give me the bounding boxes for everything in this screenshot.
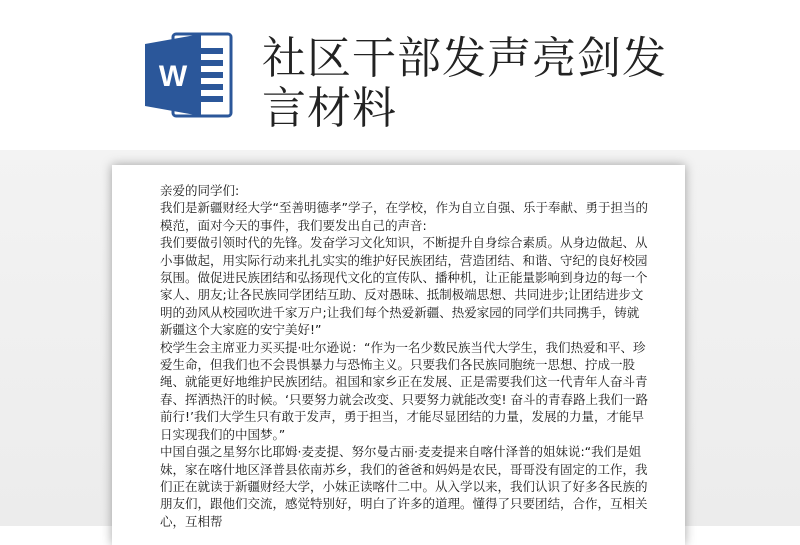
document-title: 社区干部发声亮剑发言材料: [262, 33, 667, 134]
word-document-icon: [143, 30, 235, 120]
header: [0, 0, 800, 150]
paragraph: 我们是新疆财经大学“至善明德孝”学子，在学校，作为自立自强、乐于奉献、勇于担当的模范，面对今天的事件，我们要发出自己的声音:: [160, 200, 648, 233]
paragraph: 校学生会主席亚力买买提·吐尔逊说：“作为一名少数民族当代大学生，我们热爱和平、珍爱生命，但我们也不会畏惧暴力与恐怖主义。只要我们各民族同胞统一思想、拧成一股绳、就能更好地维护民族团结。祖国和家乡正在发展、正是需要我们这一代青年人奋斗青春、挥洒热汗的时候。‘只要努力就会改变、只要努力就能改变! 奋斗的青春路上我们一路前行!’我们大学生只有敢于发声，勇于担当，才能尽显团结的力量，发展的力量，才能早日实现我们的中国梦。”: [160, 339, 648, 442]
svg-text:W: W: [158, 60, 188, 93]
document-page[interactable]: [112, 165, 685, 545]
paragraph-greeting: 亲爱的同学们:: [160, 183, 240, 198]
paragraph: 中国自强之星努尔比耶姆·麦麦提、努尔曼古丽·麦麦提来自喀什泽普的姐妹说:“我们是姐妹，家在喀什地区泽普县依南苏乡，我们的爸爸和妈妈是农民，哥哥没有固定的工作，我们正在就读于新疆财经大学，小妹正读喀什二中。从入学以来，我们认识了好多各民族的朋友们，跟他们交流，感觉特别好，明白了许多的道理。懂得了只要团结，合作，互相关心，互相帮: [160, 444, 648, 529]
document-body: [160, 182, 650, 530]
paragraph: 我们要做引领时代的先锋。发奋学习文化知识，不断提升自身综合素质。从身边做起、从小事做起，用实际行动来扎扎实实的维护好民族团结，营造团结、和谐、守纪的良好校园氛围。做促进民族团结和弘扬现代文化的宣传队、播种机，让正能量影响到身边的每一个家人、朋友;让各民族同学团结互助、反对愚昧、抵制极端思想、共同进步;让团结进步文明的劲风从校园吹进千家万户;让我们每个热爱新疆、热爱家园的同学们共同携手，铸就新疆这个大家庭的安宁美好!”: [160, 235, 648, 338]
